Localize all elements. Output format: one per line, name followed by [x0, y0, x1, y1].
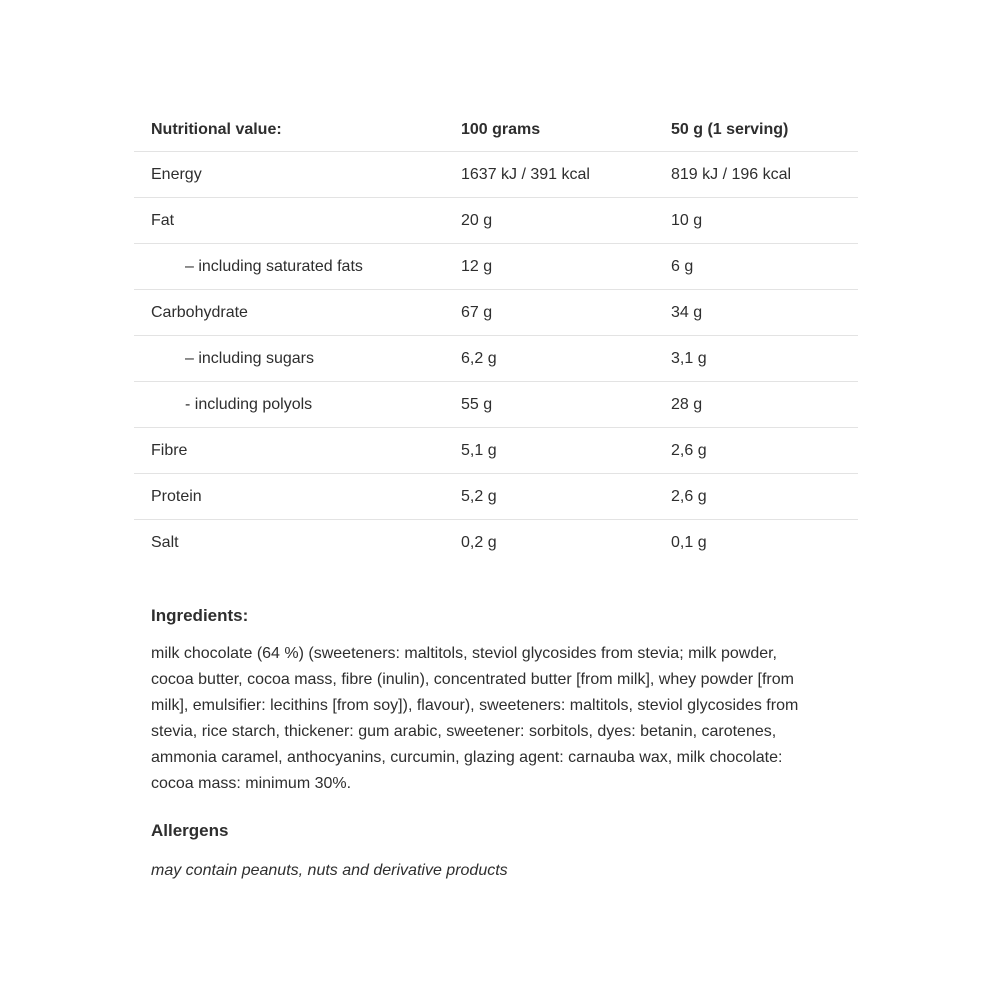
row-per100: 1637 kJ / 391 kcal [461, 165, 590, 183]
row-serving: 28 g [671, 395, 703, 413]
row-label: Fat [151, 211, 175, 229]
row-serving: 0,1 g [671, 533, 707, 551]
table-row [134, 474, 858, 520]
row-serving: 10 g [671, 211, 703, 229]
table-row [134, 336, 858, 382]
ingredients-text: milk chocolate (64 %) (sweeteners: maltitols, steviol glycosides from stevia; milk powder, cocoa butter, cocoa mass, fibre (inulin), concentrated butter [from milk], whey powder [from milk], emulsifier: lecithins [from soy]), flavour), sweeteners: maltitols, steviol glycosides from stevia, rice starch, thickener: gum arabic, sweetener: sorbitols, dyes: betanin, carotenes, ammonia caramel, anthocyanins, curcumin, glazing agent: carnauba wax, milk chocolate: cocoa mass: minimum 30%. [151, 645, 799, 792]
allergens-text: may contain peanuts, nuts and derivative products [151, 862, 508, 879]
row-per100: 55 g [461, 395, 493, 413]
table-row [134, 382, 858, 428]
nutrition-rows [134, 152, 858, 565]
table-row [134, 152, 858, 198]
table-row [134, 520, 858, 565]
row-label: – including sugars [185, 349, 314, 367]
row-label: Carbohydrate [151, 303, 248, 321]
row-serving: 2,6 g [671, 487, 707, 505]
row-per100: 12 g [461, 257, 493, 275]
row-label: Fibre [151, 441, 188, 459]
table-header-row [134, 108, 858, 152]
row-serving: 6 g [671, 257, 694, 275]
header-100-grams: 100 grams [461, 120, 541, 138]
row-per100: 67 g [461, 303, 493, 321]
row-per100: 0,2 g [461, 533, 497, 551]
row-per100: 5,1 g [461, 441, 497, 459]
allergens-heading: Allergens [151, 821, 229, 840]
nutrition-table [134, 108, 858, 565]
row-label: - including polyols [185, 395, 313, 413]
row-label: Energy [151, 165, 202, 183]
table-row [134, 244, 858, 290]
row-serving: 3,1 g [671, 349, 707, 367]
table-row [134, 428, 858, 474]
row-label: Protein [151, 487, 202, 505]
table-row [134, 290, 858, 336]
ingredients-heading: Ingredients: [151, 606, 249, 625]
table-row [134, 198, 858, 244]
row-serving: 2,6 g [671, 441, 707, 459]
row-label: – including saturated fats [185, 257, 363, 275]
row-per100: 6,2 g [461, 349, 497, 367]
header-serving: 50 g (1 serving) [671, 120, 789, 138]
row-serving: 34 g [671, 303, 703, 321]
row-label: Salt [151, 533, 179, 551]
row-serving: 819 kJ / 196 kcal [671, 165, 792, 183]
row-per100: 5,2 g [461, 487, 497, 505]
row-per100: 20 g [461, 211, 493, 229]
header-nutritional-value: Nutritional value: [151, 120, 282, 138]
